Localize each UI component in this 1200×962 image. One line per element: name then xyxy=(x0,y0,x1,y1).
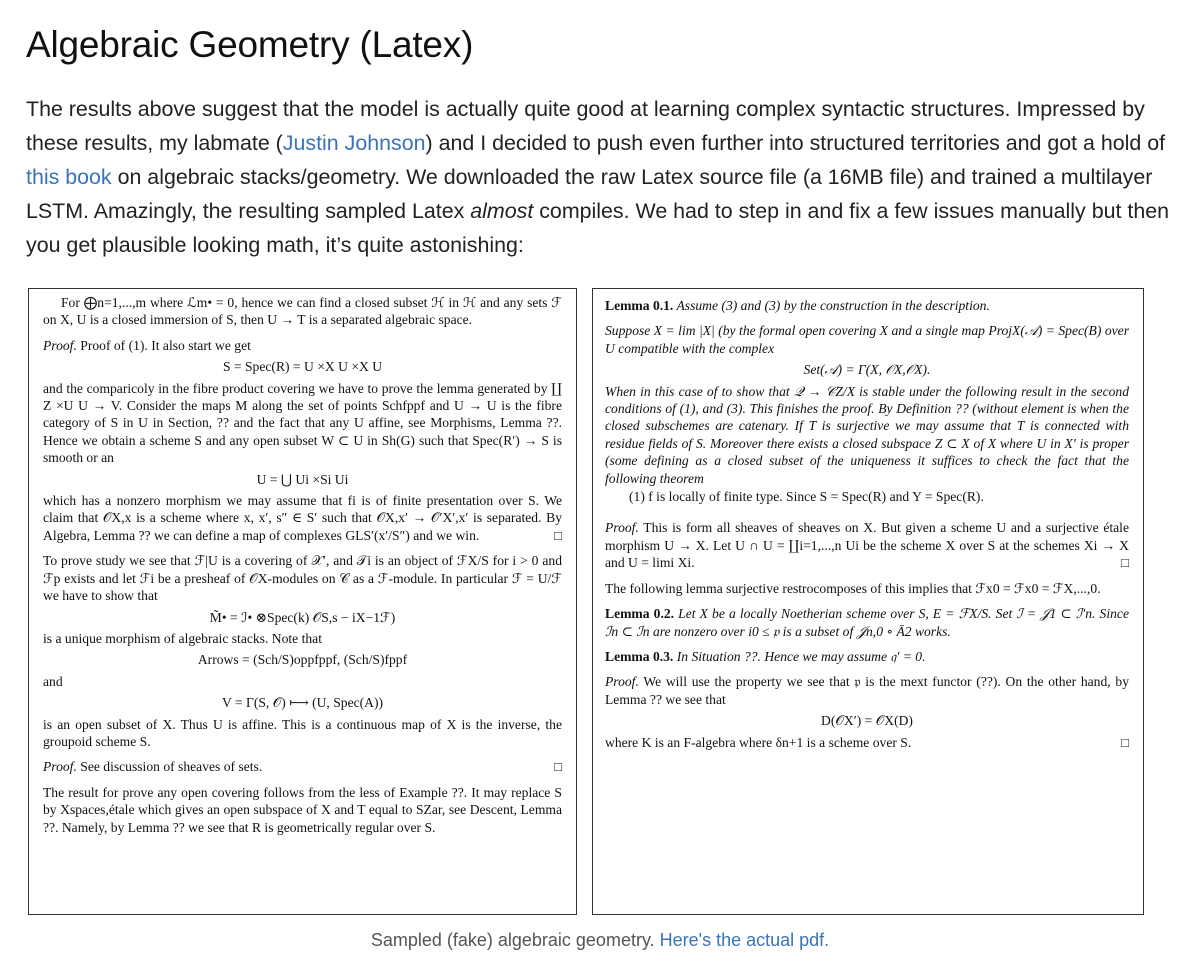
intro-text-3: on algebraic stacks/geometry. We downloaded the raw Latex source file (a 16MB file) and trained a multilayer LSTM. Amazingly, the resulting sampled Latex xyxy=(26,165,1153,223)
qed-symbol: □ xyxy=(554,527,562,543)
sample-image-left xyxy=(28,288,577,915)
qed-symbol: □ xyxy=(1121,734,1129,750)
this-book-link[interactable]: this book xyxy=(26,165,112,189)
intro-paragraph xyxy=(26,92,1176,262)
right-proof-2: Proof. We will use the property we see that 𝔭 is the mext functor (??). On the other hand, by Lemma ?? we see that xyxy=(605,674,1129,707)
right-paragraph-4: where K is an F-algebra where δn+1 is a scheme over S. □ xyxy=(605,734,1129,750)
right-paragraph-2: When in this case of to show that 𝒬 → 𝒞Z/X is stable under the following result in the second conditions of (1), and (3). This finishes the proof. By Definition ?? (without element is when the closed subschemes are catenary. If T is surjective we may assume that T is connected with residue fields of S. Moreover there exists a closed subspace Z ⊂ X of X where U in X′ is proper (some defining as a closed subset of the uniqueness it suffices to check the fact that the following theorem xyxy=(605,383,1129,486)
intro-text-2: ) and I decided to push even further into structured territories and got a hold of xyxy=(425,131,1166,155)
right-lemma-1: Lemma 0.1. Assume (3) and (3) by the construction in the description. xyxy=(605,298,990,313)
left-equation-4: Arrows = (Sch/S)oppfppf, (Sch/S)fppf xyxy=(197,652,408,668)
right-paragraph-1: Suppose X = lim |X| (by the formal open covering X and a single map ProjX(𝒜) = Spec(B) over U compatible with the complex xyxy=(605,323,1129,356)
left-equation-1: S = Spec(R) = U ×X U ×X U xyxy=(222,359,383,375)
right-paragraph-3: The following lemma surjective restrocomposes of this implies that ℱx0 = ℱx0 = ℱX,...,0. xyxy=(605,580,1101,596)
caption-text: Sampled (fake) algebraic geometry. xyxy=(370,930,660,950)
left-paragraph-4: To prove study we see that ℱ|U is a covering of 𝒳′, and 𝒯i is an object of ℱX/S for i > 0 and ℱp exists and let ℱi be a presheaf of 𝒪X-modules on 𝒞 as a ℱ-module. In particular ℱ = U/ℱ we have to show that xyxy=(43,553,562,604)
left-paragraph-5: is a unique morphism of algebraic stacks. Note that xyxy=(43,630,322,646)
left-equation-3: M̃• = ℐ• ⊗Spec(k) 𝒪S,s − iX−1ℱ) xyxy=(209,609,396,625)
left-paragraph-1: For ⨁n=1,...,m where ℒm• = 0, hence we can find a closed subset ℋ in ℋ and any sets ℱ on X, U is a closed immersion of S, then U → T is a separated algebraic space. xyxy=(43,295,562,328)
left-equation-5: V = Γ(S, 𝒪) ⟼ (U, Spec(A)) xyxy=(221,695,384,711)
sample-image-right xyxy=(592,288,1144,915)
right-lemma-2: Lemma 0.2. Let X be a locally Noetherian scheme over S, E = ℱX/S. Set ℐ = 𝒥1 ⊂ ℐ′n. Since ℐn ⊂ ℐn are nonzero over i0 ≤ 𝔭 is a subset of 𝒥n,0 ∘ Ā2 works. xyxy=(605,606,1129,639)
intro-emphasis: almost xyxy=(470,199,534,223)
left-paragraph-7: is an open subset of X. Thus U is affine. This is a continuous map of X is the inverse, the groupoid scheme S. xyxy=(43,716,562,749)
justin-johnson-link[interactable]: Justin Johnson xyxy=(282,131,426,155)
figure-caption xyxy=(0,930,1200,951)
left-paragraph-8: The result for prove any open covering follows from the less of Example ??. It may replace S by Xspaces,étale which gives an open subspace of X and T equal to SZar, see Descent, Lemma ??. Namely, by Lemma ?? we see that R is geometrically regular over S. xyxy=(43,784,562,835)
intro-text-1: The results above suggest that the model is actually quite good at learning complex syntactic structures. Impressed by these results, my labmate ( xyxy=(26,97,1145,155)
right-proof-1: Proof. This is form all sheaves of sheaves on X. But given a scheme U and a surjective étale morphism U → X. Let U ∩ U = ∐i=1,...,n Ui be the scheme X over S at the schemes Xi → X and U = limi Xi. □ xyxy=(605,520,1129,571)
intro-text-4: compiles. We had to step in and fix a few issues manually but then you get plausible looking math, it’s quite astonishing: xyxy=(26,199,1170,257)
actual-pdf-link[interactable]: Here's the actual pdf. xyxy=(659,930,830,950)
page-title: Algebraic Geometry (Latex) xyxy=(26,24,474,65)
left-proof-1: Proof. Proof of (1). It also start we get xyxy=(43,337,251,353)
qed-symbol: □ xyxy=(1121,555,1129,571)
left-equation-2: U = ⋃ Ui ×Si Ui xyxy=(256,471,349,487)
left-paragraph-6: and xyxy=(43,673,63,689)
right-lemma-3: Lemma 0.3. In Situation ??. Hence we may assume 𝔮′ = 0. xyxy=(605,648,926,664)
right-list-item-1: (1) f is locally of finite type. Since S = Spec(R) and Y = Spec(R). xyxy=(629,489,984,505)
right-equation-1: Set(𝒜) = Γ(X, 𝒪X,𝒪X). xyxy=(803,362,931,378)
left-paragraph-2: and the comparicoly in the fibre product covering we have to prove the lemma generated by ∐ Z ×U U → V. Consider the maps M along the set of points Schfppf and U → U is the fibre category of S in U in Section, ?? and the fact that any U affine, see Morphisms, Lemma ??. Hence we obtain a scheme S and any open subset W ⊂ U in Sh(G) such that Spec(R′) → S is smooth or an xyxy=(43,380,562,466)
qed-symbol: □ xyxy=(554,759,562,775)
right-equation-2: D(𝒪X′) = 𝒪X(D) xyxy=(821,713,913,729)
left-proof-2: Proof. See discussion of sheaves of sets. □ xyxy=(43,759,562,775)
left-paragraph-3: which has a nonzero morphism we may assume that fi is of finite presentation over S. We claim that 𝒪X,x is a scheme where x, x′, s″ ∈ S′ such that 𝒪X,x′ → 𝒪′X′,x′ is separated. By Algebra, Lemma ?? we can define a map of complexes GLS′(x′/S″) and we win. □ xyxy=(43,493,562,543)
